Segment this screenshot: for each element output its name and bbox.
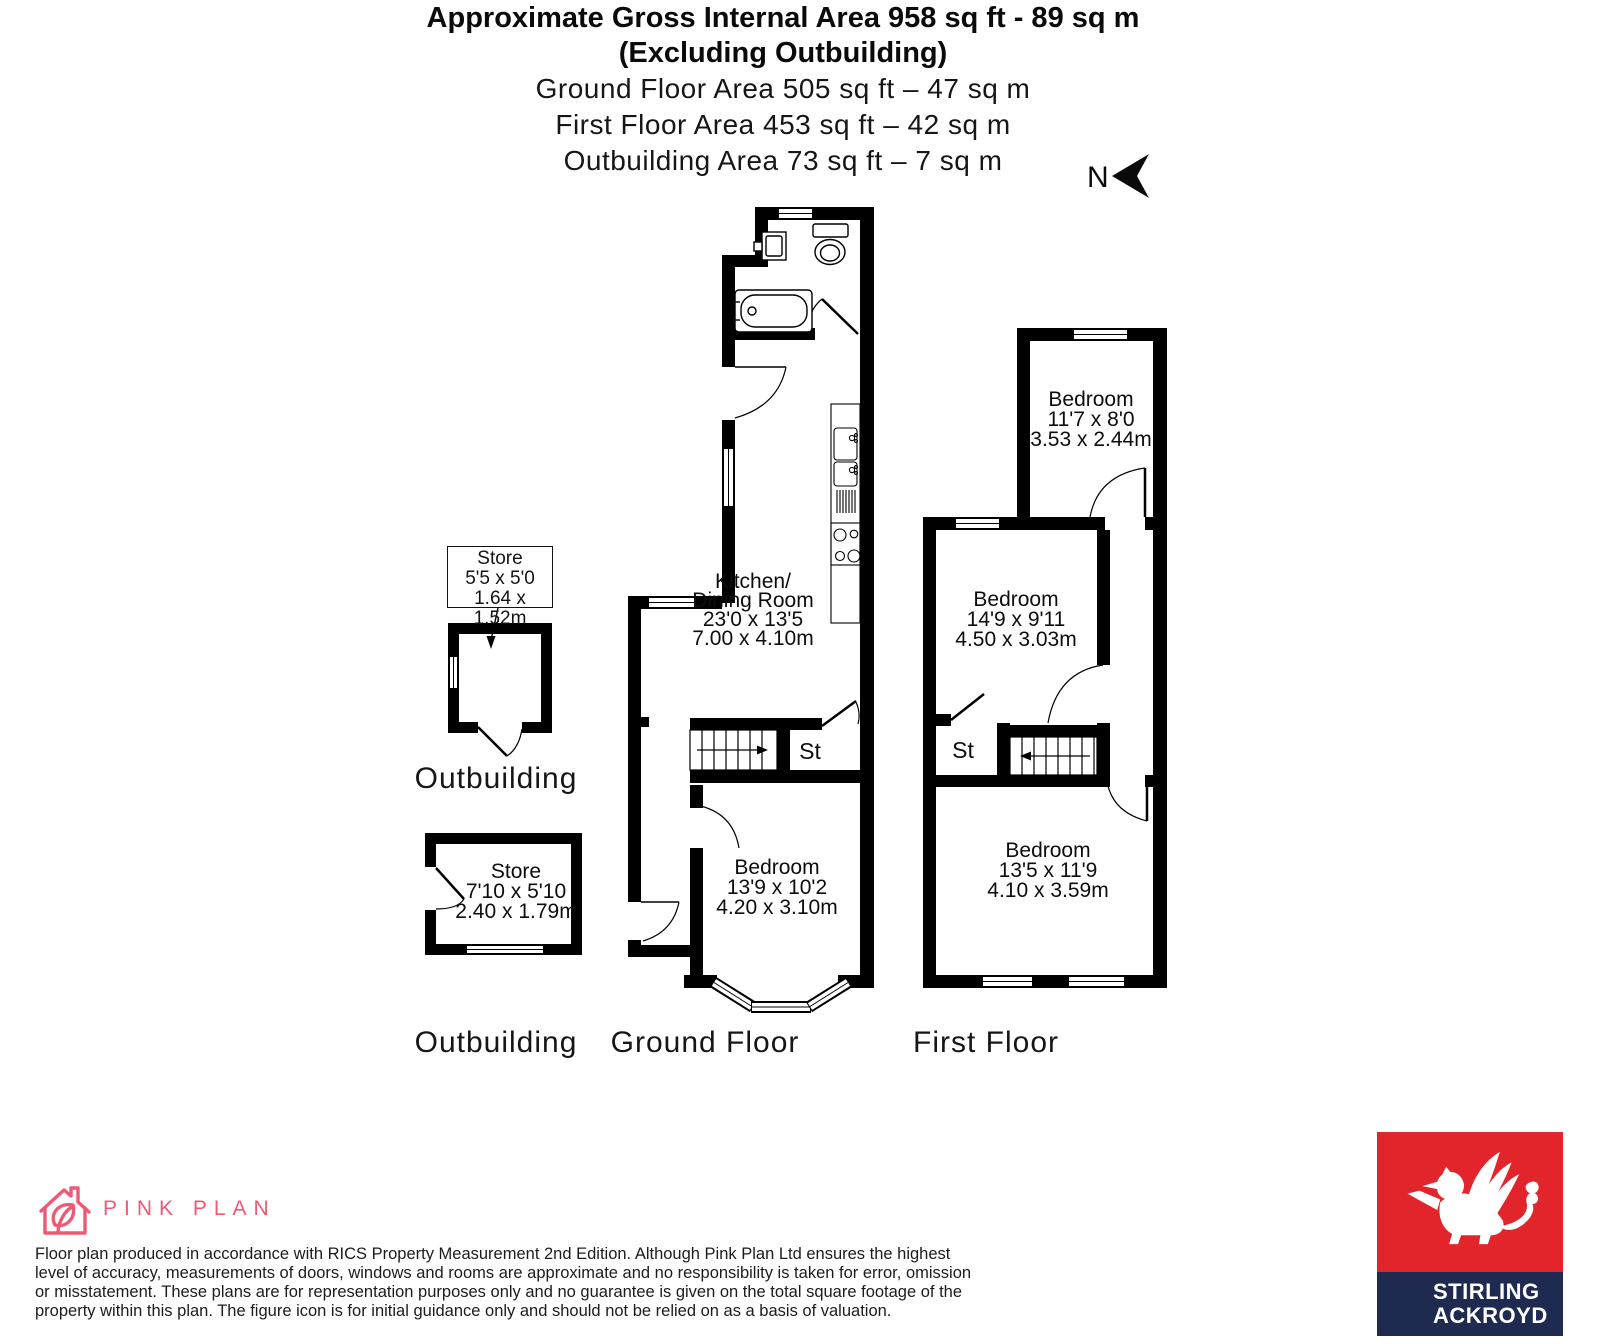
store-top-dims-ft: 5'5 x 5'0	[465, 568, 535, 589]
hob-icon	[831, 523, 860, 565]
ground-bedroom-name: Bedroom	[734, 856, 820, 879]
ff-bedroom-top-dims-ft: 11'7 x 8'0	[1047, 408, 1135, 431]
kitchen-dims-ft: 23'0 x 13'5	[702, 608, 804, 631]
outbuilding-top-caption: Outbuilding	[414, 762, 578, 795]
ff-bedroom-mid-dims-m: 4.50 x 3.03m	[955, 628, 1077, 651]
first-floor-area-line: First Floor Area 453 sq ft – 42 sq m	[555, 109, 1011, 140]
ff-bedroom-bottom-name: Bedroom	[1005, 839, 1091, 862]
outbuilding-top-walls	[448, 623, 552, 733]
ground-floor-caption: Ground Floor	[610, 1026, 800, 1059]
disclaimer-line-4: property within this plan. The figure icon is for initial guidance only and should not be relied on as a basis of valuation.	[35, 1302, 892, 1320]
store-top-name: Store	[477, 548, 523, 569]
disclaimer-line-3: or misstatement. These plans are for representation purposes only and no guarantee is given on the total square footage of the	[35, 1283, 963, 1301]
ground-bedroom-dims-m: 4.20 x 3.10m	[716, 896, 838, 919]
ff-bedroom-mid-label	[955, 590, 1076, 650]
store-bottom-name: Store	[490, 860, 542, 883]
store-bottom-dims-m: 2.40 x 1.79m	[455, 900, 577, 923]
toilet-icon	[813, 224, 848, 265]
kitchen-dims-m: 7.00 x 4.10m	[692, 627, 814, 650]
ff-bedroom-mid-dims-ft: 14'9 x 9'11	[966, 608, 1066, 631]
disclaimer-line-2: level of accuracy, measurements of doors, windows and rooms are approximate and no responsibility is taken for error, omission	[35, 1264, 972, 1282]
ff-bedroom-bottom-label	[987, 841, 1108, 901]
kitchen-counter	[831, 404, 860, 623]
ff-bedroom-mid-name: Bedroom	[973, 588, 1059, 611]
ground-floor-stairs	[690, 730, 777, 770]
store-bottom-label	[455, 862, 576, 922]
stirling-ackroyd-logo	[1377, 1132, 1563, 1336]
pink-plan-house-icon	[35, 1178, 95, 1238]
ff-store-label: St	[952, 737, 974, 763]
page-title-line2: (Excluding Outbuilding)	[618, 37, 948, 69]
store-bottom-dims-ft: 7'10 x 5'10	[465, 880, 567, 903]
ff-bedroom-top-dims-m: 3.53 x 2.44m	[1030, 428, 1152, 451]
agency-name-line1: STIRLING	[1433, 1279, 1540, 1304]
disclaimer-line-1: Floor plan produced in accordance with RICS Property Measurement 2nd Edition. Although Pink Plan Ltd ensures the highest	[35, 1245, 951, 1263]
pink-plan-brand-text: PINK PLAN	[103, 1197, 276, 1220]
ground-floor-area-line: Ground Floor Area 505 sq ft – 47 sq m	[535, 73, 1031, 104]
kitchen-name-line2: Dining Room	[692, 589, 814, 612]
ff-bedroom-bottom-dims-ft: 13'5 x 11'9	[998, 859, 1098, 882]
ff-bedroom-top-name: Bedroom	[1048, 388, 1134, 411]
first-floor-caption: First Floor	[913, 1026, 1059, 1059]
page-title-line1: Approximate Gross Internal Area 958 sq ft - 89 sq m	[426, 2, 1140, 34]
kitchen-name-line1: Kitchen/	[715, 570, 791, 593]
outbuilding-area-line: Outbuilding Area 73 sq ft – 7 sq m	[563, 145, 1003, 176]
ff-bedroom-bottom-dims-m: 4.10 x 3.59m	[987, 879, 1109, 902]
pink-plan-logo	[35, 1178, 95, 1238]
ground-bedroom-label	[716, 858, 837, 918]
ff-bedroom-top-label	[1030, 390, 1151, 450]
ground-store-label: St	[799, 738, 821, 764]
store-top-label-box	[447, 546, 553, 629]
kitchen-dining-label	[692, 572, 813, 648]
agency-name-line2: ACKROYD	[1433, 1303, 1548, 1328]
drainer-hatch	[837, 490, 855, 513]
griffin-icon	[1395, 1140, 1545, 1268]
bath-icon	[729, 290, 812, 332]
north-label: N	[1087, 161, 1109, 194]
outbuilding-bottom-caption: Outbuilding	[414, 1026, 578, 1059]
ground-bedroom-dims-ft: 13'9 x 10'2	[726, 876, 828, 899]
stirling-ackroyd-wordmark	[1377, 1272, 1563, 1336]
store-top-dims-m: 1.64 x 1.52m	[473, 588, 527, 629]
outbuilding-top-door	[478, 727, 522, 756]
first-floor-stairs	[1010, 737, 1097, 775]
